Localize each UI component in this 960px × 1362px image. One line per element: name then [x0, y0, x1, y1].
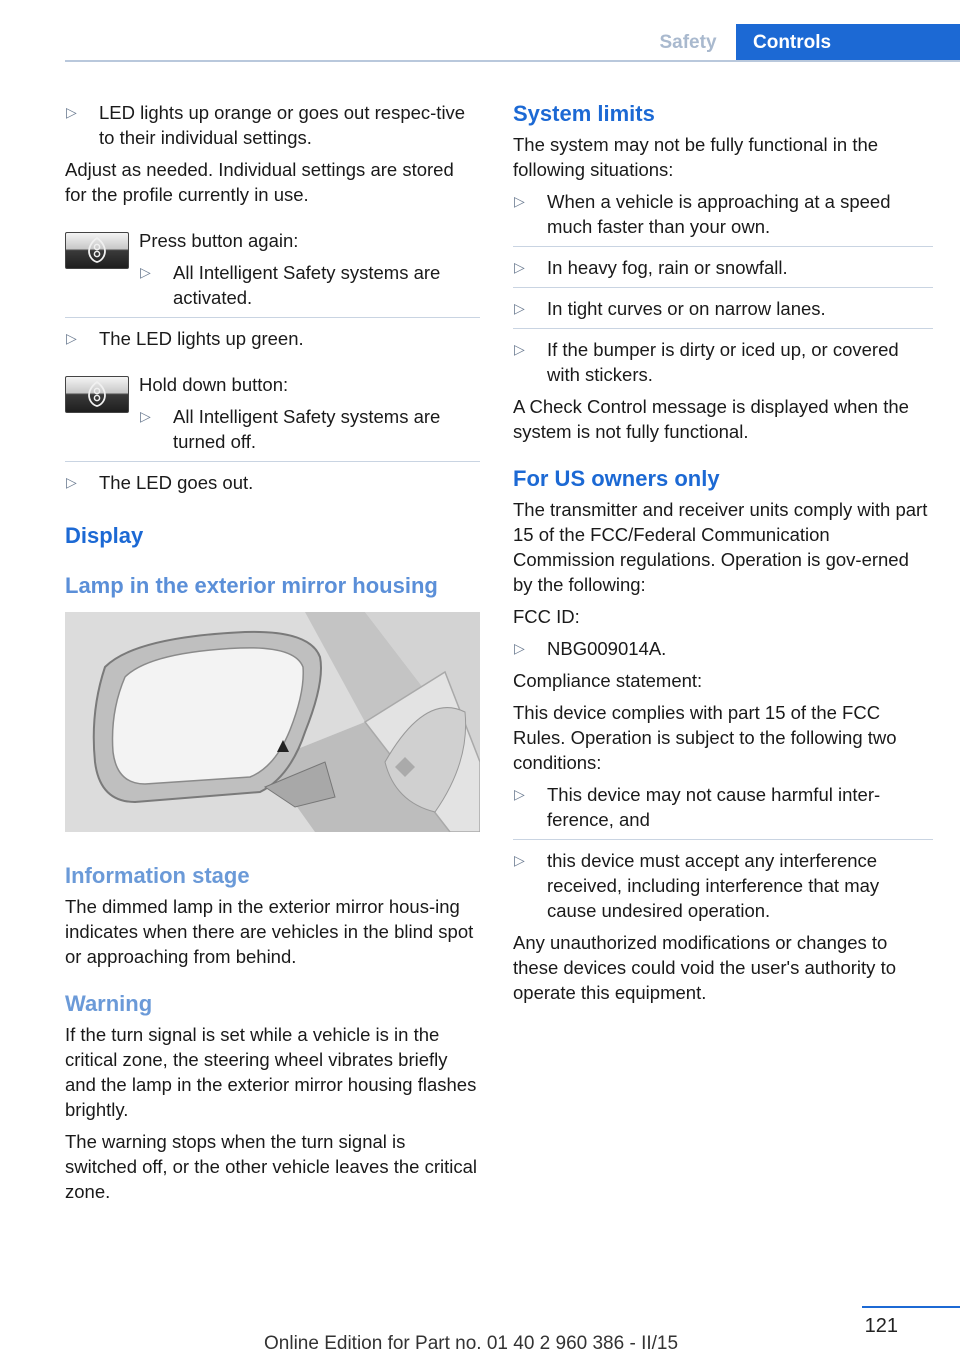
information-stage-heading: Information stage: [65, 863, 250, 888]
triangle-bullet-icon: ▷: [140, 264, 151, 280]
bullet-text: The LED goes out.: [99, 472, 254, 493]
intelligent-safety-button-icon: [65, 376, 129, 413]
header-section-tab: Safety: [659, 32, 717, 53]
intelligent-safety-button-icon: [65, 232, 129, 269]
triangle-bullet-icon: ▷: [514, 786, 525, 802]
mirror-illustration: [65, 612, 480, 832]
divider: [513, 839, 933, 840]
triangle-bullet-icon: ▷: [514, 341, 525, 357]
divider: [65, 461, 480, 462]
display-heading: Display: [65, 523, 144, 548]
triangle-bullet-icon: ▷: [514, 852, 525, 868]
bullet-text: This device may not cause harmful inter-ference, and: [547, 784, 881, 830]
header-chapter-tab: Controls: [736, 24, 960, 62]
fcc-id-item: [513, 636, 933, 661]
triangle-bullet-icon: ▷: [66, 104, 77, 120]
right-column: [513, 100, 933, 1012]
bullet-text: In tight curves or on narrow lanes.: [547, 298, 826, 319]
bullet-text: If the bumper is dirty or iced up, or covered with stickers.: [547, 339, 899, 385]
bullet-text: All Intelligent Safety systems are turned off.: [173, 406, 441, 452]
bullet-led-orange: [65, 100, 480, 150]
footer-edition: Online Edition for Part no. 01 40 2 960 386 - II/15: [264, 1333, 679, 1354]
triangle-bullet-icon: ▷: [514, 300, 525, 316]
system-limits-intro: The system may not be fully functional in the following situations:: [513, 134, 879, 180]
page-number: 121: [864, 1315, 898, 1337]
press-again-block: [65, 228, 480, 310]
divider: [513, 287, 933, 288]
footer-rule: [862, 1306, 960, 1308]
bullet-text: The LED lights up green.: [99, 328, 304, 349]
triangle-bullet-icon: ▷: [514, 193, 525, 209]
bullet-text: LED lights up orange or goes out respec-tive to their individual settings.: [99, 102, 466, 148]
condition-item: [513, 782, 933, 832]
triangle-bullet-icon: ▷: [140, 408, 151, 424]
warning-text: If the turn signal is set while a vehicle is in the critical zone, the steering wheel vibrates briefly and the lamp in the exterior mirror housing flashes brightly.: [65, 1024, 477, 1120]
compliance-label: Compliance statement:: [513, 670, 703, 691]
limit-item: [513, 337, 933, 387]
bullet-turned-off: [139, 404, 480, 454]
triangle-bullet-icon: ▷: [514, 640, 525, 656]
information-stage-text: The dimmed lamp in the exterior mirror hous-ing indicates when there are vehicles in the blind spot or approaching from behind.: [65, 896, 474, 967]
limit-item: [513, 255, 933, 280]
press-again-label: Press button again:: [139, 230, 299, 251]
bullet-text: this device must accept any interference received, including interference that may cause undesired operation.: [547, 850, 880, 921]
limit-item: [513, 189, 933, 239]
limit-item: [513, 296, 933, 321]
hold-down-block: [65, 372, 480, 454]
bullet-text: All Intelligent Safety systems are activated.: [173, 262, 441, 308]
us-owners-text: The transmitter and receiver units comply with part 15 of the FCC/Federal Communication Commission regulations. Operation is gov-erned by the following:: [513, 499, 928, 595]
left-column: [65, 100, 480, 1211]
warning-heading: Warning: [65, 991, 153, 1016]
bullet-text: When a vehicle is approaching at a speed much faster than your own.: [547, 191, 891, 237]
header-rule: [65, 60, 960, 62]
unauthorized-text: Any unauthorized modifications or changes to these devices could void the user's authority to operate this equipment.: [513, 932, 896, 1003]
triangle-bullet-icon: ▷: [514, 259, 525, 275]
triangle-bullet-icon: ▷: [66, 330, 77, 346]
divider: [513, 328, 933, 329]
bullet-text: NBG009014A.: [547, 638, 667, 659]
us-owners-heading: For US owners only: [513, 466, 720, 491]
compliance-text: This device complies with part 15 of the FCC Rules. Operation is subject to the following two conditions:: [513, 702, 897, 773]
system-limits-heading: System limits: [513, 101, 655, 126]
bullet-text: In heavy fog, rain or snowfall.: [547, 257, 788, 278]
hold-down-label: Hold down button:: [139, 374, 289, 395]
divider: [513, 246, 933, 247]
check-control-text: A Check Control message is displayed when the system is not fully functional.: [513, 396, 909, 442]
bullet-led-out: [65, 470, 480, 495]
triangle-bullet-icon: ▷: [66, 474, 77, 490]
warning-stop-text: The warning stops when the turn signal is switched off, or the other vehicle leaves the critical zone.: [65, 1131, 478, 1202]
fcc-id-label: FCC ID:: [513, 606, 580, 627]
bullet-activated: [139, 260, 480, 310]
bullet-led-green: [65, 326, 480, 351]
adjust-paragraph: Adjust as needed. Individual settings are stored for the profile currently in use.: [65, 159, 454, 205]
condition-item: [513, 848, 933, 923]
lamp-heading: Lamp in the exterior mirror housing: [65, 573, 438, 598]
divider: [65, 317, 480, 318]
